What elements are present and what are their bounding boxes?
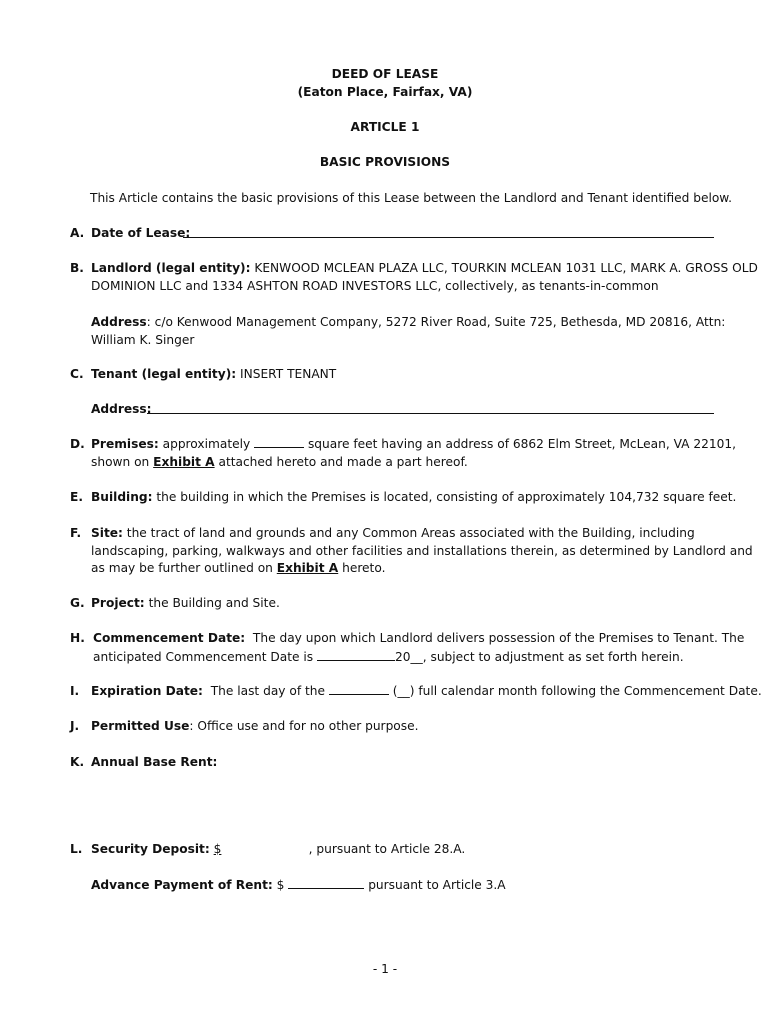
item-g-letter: G.	[70, 596, 85, 610]
item-d-line1	[91, 435, 736, 453]
exhibit-a-reference: Exhibit A	[153, 455, 215, 469]
premises-shown-on: shown on	[91, 455, 150, 469]
landlord-address-label: Address	[91, 315, 147, 329]
item-k-label: Annual Base Rent:	[91, 755, 218, 769]
item-f-line3	[91, 559, 385, 577]
site-line3b: hereto.	[342, 561, 386, 575]
item-f-line1	[91, 524, 695, 542]
landlord-address-line1	[91, 313, 725, 331]
advance-payment-line	[91, 876, 506, 894]
item-e-label: Building:	[91, 490, 153, 504]
commencement-date-blank[interactable]	[317, 648, 395, 661]
item-j-label: Permitted Use	[91, 719, 190, 733]
tenant-address-blank[interactable]	[147, 413, 714, 414]
item-h-label: Commencement Date:	[93, 631, 246, 645]
security-deposit-text: , pursuant to Article 28.A.	[308, 842, 466, 856]
premises-attached: attached hereto and made a part hereof.	[218, 455, 468, 469]
article-heading: ARTICLE 1	[350, 120, 420, 134]
item-i-letter: I.	[70, 684, 80, 698]
site-line1: the tract of land and grounds and any Common Areas associated with the Building, including	[126, 526, 695, 540]
document-subtitle: (Eaton Place, Fairfax, VA)	[297, 85, 473, 99]
building-text: the building in which the Premises is located, consisting of approximately 104,732 square feet.	[156, 490, 737, 504]
landlord-name-line2: DOMINION LLC and 1334 ASHTON ROAD INVESTORS LLC, collectively, as tenants-in-common	[91, 279, 659, 293]
item-c-label: Tenant (legal entity):	[91, 367, 237, 381]
item-h-line1	[93, 629, 744, 647]
site-line2: landscaping, parking, walkways and other facilities and installations therein, as determined by Landlord and	[91, 544, 753, 558]
item-c-letter: C.	[70, 367, 84, 381]
premises-text-b: square feet having an address of 6862 Elm Street, McLean, VA 22101,	[307, 437, 737, 451]
landlord-name-line1: KENWOOD MCLEAN PLAZA LLC, TOURKIN MCLEAN 1031 LLC, MARK A. GROSS OLD	[254, 261, 758, 275]
item-b-line1	[91, 259, 758, 277]
page-number: - 1 -	[372, 962, 398, 976]
security-deposit-blank[interactable]: $	[213, 842, 222, 856]
item-i-label: Expiration Date:	[91, 684, 203, 698]
item-c-line	[91, 365, 336, 383]
item-k-letter: K.	[70, 755, 85, 769]
commencement-line2a: anticipated Commencement Date is	[93, 650, 314, 664]
exhibit-a-reference: Exhibit A	[276, 561, 339, 575]
project-text: the Building and Site.	[148, 596, 280, 610]
tenant-address-label: Address:	[91, 402, 152, 416]
expiration-month-blank[interactable]	[329, 682, 389, 695]
item-h-line2	[93, 648, 684, 666]
item-g-label: Project:	[91, 596, 145, 610]
permitted-use-text: : Office use and for no other purpose.	[189, 719, 419, 733]
item-f-letter: F.	[70, 526, 82, 540]
intro-paragraph: This Article contains the basic provisions of this Lease between the Landlord and Tenant identified below.	[90, 191, 733, 205]
section-heading: BASIC PROVISIONS	[319, 155, 451, 169]
premises-square-feet-blank[interactable]	[254, 435, 304, 448]
expiration-text-a: The last day of the	[210, 684, 325, 698]
advance-payment-blank[interactable]	[288, 876, 364, 889]
expiration-text-b: (__) full calendar month following the Commencement Date.	[392, 684, 762, 698]
item-a-letter: A.	[70, 226, 85, 240]
item-d-letter: D.	[70, 437, 85, 451]
item-e-letter: E.	[70, 490, 83, 504]
item-a-label: Date of Lease:	[91, 226, 191, 240]
item-b-letter: B.	[70, 261, 84, 275]
commencement-line2b: 20__, subject to adjustment as set forth herein.	[395, 650, 684, 664]
date-of-lease-blank[interactable]	[183, 237, 714, 238]
commencement-line1: The day upon which Landlord delivers possession of the Premises to Tenant. The	[252, 631, 745, 645]
item-l-line	[91, 840, 465, 858]
item-g-line	[91, 594, 280, 612]
tenant-name: INSERT TENANT	[240, 367, 337, 381]
item-l-label: Security Deposit:	[91, 842, 210, 856]
site-line3a: as may be further outlined on	[91, 561, 273, 575]
item-j-letter: J.	[70, 719, 80, 733]
item-d-label: Premises:	[91, 437, 159, 451]
item-f-label: Site:	[91, 526, 123, 540]
item-d-line2	[91, 453, 468, 471]
item-b-label: Landlord (legal entity):	[91, 261, 251, 275]
advance-payment-currency: $	[276, 878, 285, 892]
item-i-line	[91, 682, 762, 700]
landlord-address-text: : c/o Kenwood Management Company, 5272 River Road, Suite 725, Bethesda, MD 20816, Attn:	[146, 315, 726, 329]
item-e-line	[91, 488, 736, 506]
landlord-address-line2: William K. Singer	[91, 333, 195, 347]
advance-payment-text: pursuant to Article 3.A	[368, 878, 506, 892]
advance-payment-label: Advance Payment of Rent:	[91, 878, 273, 892]
item-h-letter: H.	[70, 631, 85, 645]
document-title: DEED OF LEASE	[331, 67, 439, 81]
item-j-line	[91, 717, 418, 735]
item-l-letter: L.	[70, 842, 83, 856]
premises-text-a: approximately	[162, 437, 251, 451]
